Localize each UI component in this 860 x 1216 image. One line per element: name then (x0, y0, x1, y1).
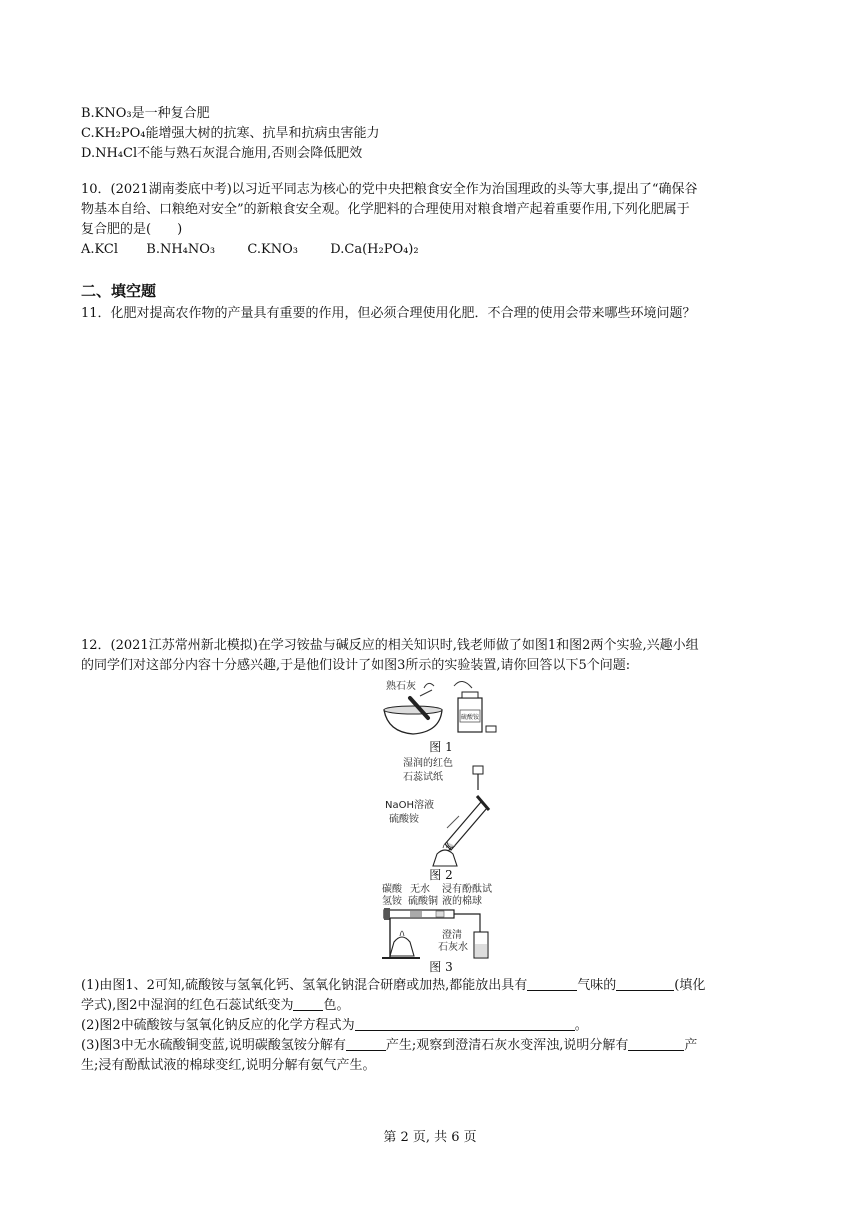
answer-blank-smell[interactable] (527, 976, 577, 991)
q12-part-3-text-a: (3)图3中无水硫酸铜变蓝,说明碳酸氢铵分解有 (81, 1038, 346, 1053)
fig3-label-c1: 浸有酚酞试 (442, 884, 492, 895)
q12-part-1-text-b: 气味的 (577, 978, 617, 993)
fig1-label-slaked-lime: 熟石灰 (386, 681, 416, 692)
q10-option-a: A.KCl (81, 242, 118, 257)
figure-3-decomposition-apparatus (380, 880, 510, 962)
q10-option-d: D.Ca(H₂PO₄)₂ (330, 242, 419, 257)
fig3-label-c2: 液的棉球 (442, 896, 482, 907)
q12-part-1-text-d: 学式),图2中湿润的红色石蕊试纸变为 (81, 998, 294, 1013)
figure-2-caption: 图 2 (429, 868, 453, 882)
fig3-label-b2: 硫酸铜 (408, 896, 438, 907)
q12-part-3-line-1 (81, 1036, 697, 1056)
fig1-bottle-label: 硫酸铵 (461, 714, 480, 721)
fig3-label-a2: 氢铵 (382, 896, 402, 907)
q10-line-1: 10．(2021湖南娄底中考)以习近平同志为核心的党中央把粮食安全作为治国理政的头等大事,提出了“确保谷 (81, 182, 698, 197)
page-footer: 第 2 页, 共 6 页 (383, 1130, 477, 1145)
q12-part-1-text-a: (1)由图1、2可知,硫酸铵与氢氧化钙、氢氧化钠混合研磨或加热,都能放出具有 (81, 978, 528, 993)
fig3-label-a1: 碳酸 (382, 884, 402, 895)
figure-3-caption: 图 3 (429, 960, 453, 974)
q12-line-1: 12．(2021江苏常州新北模拟)在学习铵盐与碱反应的相关知识时,钱老师做了如图1和图2两个实验,兴趣小组 (81, 638, 699, 653)
answer-blank-formula[interactable] (616, 976, 674, 991)
q12-part-2-text-a: (2)图2中硫酸铵与氢氧化钠反应的化学方程式为 (81, 1018, 355, 1033)
q12-line-2: 的同学们对这部分内容十分感兴趣,于是他们设计了如图3所示的实验装置,请你回答以下5个问题: (81, 658, 631, 673)
q12-part-1-line-2 (81, 996, 350, 1016)
q9-option-d: D.NH₄Cl不能与熟石灰混合施用,否则会降低肥效 (81, 146, 363, 161)
fig3-label-d1: 澄清 (442, 930, 462, 941)
q10-option-c: C.KNO₃ (247, 242, 298, 257)
answer-blank-color[interactable] (293, 996, 323, 1011)
answer-blank-equation[interactable] (355, 1016, 575, 1031)
q12-part-2 (81, 1016, 588, 1036)
answer-blank-gas[interactable] (628, 1036, 684, 1051)
q10-options (81, 240, 419, 260)
q12-part-2-text-b: 。 (574, 1018, 588, 1033)
q9-option-c: C.KH₂PO₄能增强大树的抗寒、抗旱和抗病虫害能力 (81, 126, 380, 141)
fig3-label-b1: 无水 (410, 884, 430, 895)
fig2-label-litmus-2: 石蕊试纸 (403, 772, 443, 783)
q12-part-1-text-c: (填化 (674, 978, 706, 993)
q10-line-3: 复合肥的是( ) (81, 222, 183, 237)
section-heading-fill-in: 二、填空题 (81, 282, 157, 300)
fig2-label-ammonium-sulfate: 硫酸铵 (389, 814, 419, 825)
answer-blank-water[interactable] (346, 1036, 386, 1051)
q12-part-1-text-e: 色。 (323, 998, 350, 1013)
figure-2-test-tube-heating (385, 756, 505, 868)
q12-part-3-text-c: 产 (684, 1038, 698, 1053)
figure-1-caption: 图 1 (429, 740, 453, 754)
fig2-label-naoh: NaOH溶液 (385, 800, 434, 811)
q10-option-b: B.NH₄NO₃ (146, 242, 216, 257)
fig2-label-litmus-1: 湿润的红色 (403, 758, 453, 769)
q12-part-3-text-b: 产生;观察到澄清石灰水变浑浊,说明分解有 (385, 1038, 629, 1053)
figure-1-mortar-bottle (380, 676, 500, 738)
q9-option-b: B.KNO₃是一种复合肥 (81, 106, 210, 121)
q12-part-1-line-1 (81, 976, 705, 996)
fig3-label-d2: 石灰水 (438, 942, 468, 953)
q12-part-3-line-2: 生;浸有酚酞试液的棉球变红,说明分解有氨气产生。 (81, 1058, 376, 1073)
q11-text: 11．化肥对提高农作物的产量具有重要的作用，但必须合理使用化肥．不合理的使用会带来哪些环境问题？ (81, 306, 696, 321)
q10-line-2: 物基本自给、口粮绝对安全”的新粮食安全观。化学肥料的合理使用对粮食增产起着重要作用,下列化肥属于 (81, 202, 690, 217)
